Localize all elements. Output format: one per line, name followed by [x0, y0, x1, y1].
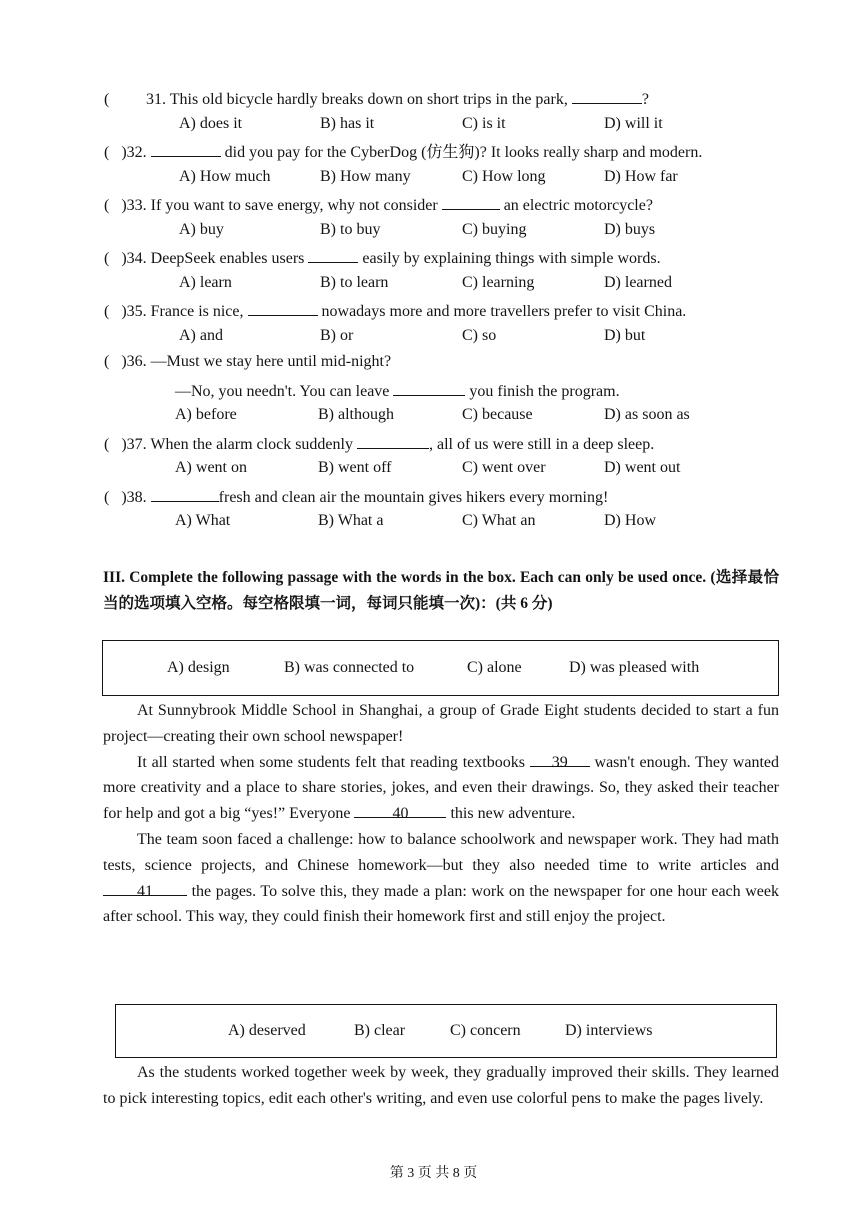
answer-paren[interactable]: ( )	[104, 353, 127, 370]
passage-part-2	[103, 1060, 779, 1112]
question-35: ( )35. France is nice, nowadays more and more travellers prefer to visit China.	[104, 299, 686, 322]
passage-paragraph: As the students worked together week by week, they gradually improved their skills. They learned to pick interesting topics, edit each other's writing, and even use colorful pens to make the pages lively.	[103, 1064, 779, 1107]
word-option-a: A) deserved	[228, 1022, 306, 1039]
option-d[interactable]: D) learned	[604, 274, 672, 291]
option-a[interactable]: A) does it	[179, 115, 243, 132]
question-number: 38.	[126, 489, 147, 506]
options-35	[0, 326, 867, 346]
answer-paren[interactable]: (	[104, 91, 110, 108]
answer-blank[interactable]	[442, 193, 500, 210]
option-a[interactable]: A) learn	[179, 274, 232, 291]
option-b[interactable]: B) although	[318, 406, 394, 423]
word-option-b: B) clear	[354, 1022, 406, 1039]
page-footer: 第 3 页 共 8 页	[389, 1166, 478, 1181]
question-number: 37.	[126, 436, 147, 453]
question-34: ( )34. DeepSeek enables users easily by explaining things with simple words.	[104, 246, 661, 269]
option-c[interactable]: C) because	[462, 406, 533, 423]
question-number: 36.	[126, 353, 147, 370]
option-a[interactable]: A) and	[179, 327, 223, 344]
option-a[interactable]: A) buy	[179, 221, 224, 238]
question-36	[104, 352, 391, 372]
blank-41[interactable]: 41	[103, 879, 187, 896]
options-36	[0, 405, 867, 425]
word-option-a: A) design	[167, 659, 230, 676]
options-34	[0, 273, 867, 293]
option-d[interactable]: D) but	[604, 327, 646, 344]
passage-part-1	[103, 698, 779, 930]
question-text: —Must we stay here until mid-night?	[150, 353, 392, 370]
blank-39[interactable]: 39	[530, 750, 590, 767]
options-38	[0, 511, 867, 531]
option-b[interactable]: B) or	[320, 327, 354, 344]
word-option-b: B) was connected to	[284, 659, 415, 676]
answer-blank[interactable]	[357, 432, 429, 449]
question-text: This old bicycle hardly breaks down on short trips in the park,	[169, 91, 572, 108]
option-d[interactable]: D) How far	[604, 168, 678, 185]
word-option-c: C) alone	[467, 659, 522, 676]
question-number: 34.	[126, 250, 147, 267]
question-text: did you pay for the CyberDog (仿生狗)? It looks really sharp and modern.	[220, 144, 703, 161]
option-a[interactable]: A) What	[175, 512, 231, 529]
question-text: If you want to save energy, why not consider	[150, 197, 442, 214]
option-c[interactable]: C) buying	[462, 221, 527, 238]
question-38	[104, 485, 608, 508]
question-36-reply: —No, you needn't. You can leave you finish the program.	[175, 379, 620, 402]
question-37: ( )37. When the alarm clock suddenly , all of us were still in a deep sleep.	[104, 432, 654, 455]
word-box-1	[102, 640, 779, 696]
answer-paren[interactable]: ( )	[104, 144, 127, 161]
option-d[interactable]: D) went out	[604, 459, 681, 476]
answer-blank[interactable]	[308, 246, 358, 263]
option-b[interactable]: B) went off	[318, 459, 392, 476]
question-text: DeepSeek enables users	[150, 250, 309, 267]
option-c[interactable]: C) learning	[462, 274, 535, 291]
option-a[interactable]: A) before	[175, 406, 237, 423]
option-b[interactable]: B) How many	[320, 168, 411, 185]
options-32	[0, 167, 867, 187]
answer-blank[interactable]	[393, 379, 465, 396]
option-d[interactable]: D) as soon as	[604, 406, 690, 423]
word-option-c: C) concern	[450, 1022, 521, 1039]
passage-paragraph: The team soon faced a challenge: how to balance schoolwork and newspaper work. They had math tests, science projects, and Chinese homework—but they also needed time to write articles and 41 the pages. To solve this, they made a plan: work on the newspaper for one hour each week after school. This way, they could finish their homework first and still enjoy the project.	[103, 830, 779, 926]
question-number: 31.	[146, 91, 166, 108]
answer-blank[interactable]	[572, 87, 642, 104]
option-d[interactable]: D) How	[604, 512, 656, 529]
passage-paragraph: At Sunnybrook Middle School in Shanghai, a group of Grade Eight students decided to start a fun project—creating their own school newspaper!	[103, 702, 779, 745]
word-box-2	[115, 1004, 777, 1058]
question-32	[104, 140, 702, 163]
answer-paren[interactable]: ( )	[104, 303, 127, 320]
question-text: When the alarm clock suddenly	[150, 436, 357, 453]
option-c[interactable]: C) so	[462, 327, 497, 344]
question-text: fresh and clean air the mountain gives hikers every morning!	[218, 489, 609, 506]
option-d[interactable]: D) buys	[604, 221, 656, 238]
question-number: 35.	[126, 303, 147, 320]
option-b[interactable]: B) to buy	[320, 221, 381, 238]
question-31: ( 31. This old bicycle hardly breaks down on short trips in the park, ?	[104, 87, 649, 110]
word-option-d: D) was pleased with	[569, 659, 700, 676]
passage-paragraph: It all started when some students felt that reading textbooks 39 wasn't enough. They wanted more creativity and a place to share stories, jokes, and even their drawings. So, they asked their teacher for help and got a big “yes!” Everyone 40 this new adventure.	[103, 750, 779, 827]
answer-paren[interactable]: ( )	[104, 489, 127, 506]
answer-blank[interactable]	[151, 140, 221, 157]
answer-paren[interactable]: ( )	[104, 436, 127, 453]
option-c[interactable]: C) What an	[462, 512, 536, 529]
question-number: 32.	[126, 144, 147, 161]
answer-paren[interactable]: ( )	[104, 197, 127, 214]
question-33: ( )33. If you want to save energy, why not consider an electric motorcycle?	[104, 193, 653, 216]
option-a[interactable]: A) went on	[175, 459, 247, 476]
answer-paren[interactable]: ( )	[104, 250, 127, 267]
blank-40[interactable]: 40	[354, 801, 446, 818]
options-33	[0, 220, 867, 240]
options-31	[0, 114, 867, 134]
option-b[interactable]: B) to learn	[320, 274, 389, 291]
answer-blank[interactable]	[151, 485, 219, 502]
question-number: 33.	[126, 197, 147, 214]
option-c[interactable]: C) How long	[462, 168, 546, 185]
options-37	[0, 458, 867, 478]
answer-blank[interactable]	[248, 299, 318, 316]
option-b[interactable]: B) What a	[318, 512, 384, 529]
option-c[interactable]: C) is it	[462, 115, 506, 132]
option-c[interactable]: C) went over	[462, 459, 546, 476]
option-a[interactable]: A) How much	[179, 168, 271, 185]
option-b[interactable]: B) has it	[320, 115, 375, 132]
section-heading: III. Complete the following passage with the words in the box. Each can only be used once. (选择最恰当的选项填入空格。每空格限填一词，每词只能填一次)：(共 6 分)	[103, 569, 779, 612]
word-option-d: D) interviews	[565, 1022, 653, 1039]
question-text: France is nice,	[150, 303, 248, 320]
option-d[interactable]: D) will it	[604, 115, 663, 132]
